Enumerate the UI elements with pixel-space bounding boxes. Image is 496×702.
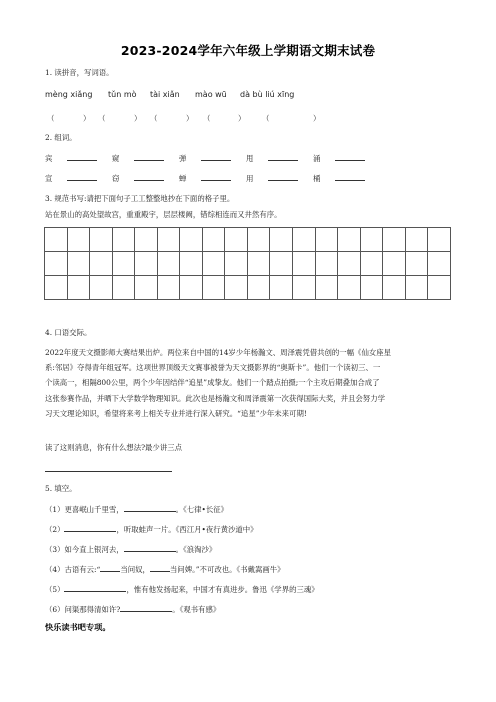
page-title: 2023-2024学年六年级上学期语文期末试卷 <box>120 43 376 58</box>
blank[interactable] <box>64 583 126 592</box>
word-row-1 <box>45 152 365 164</box>
answer-line[interactable] <box>45 471 172 472</box>
char-9: 用 <box>246 174 254 183</box>
q4-prompt: 读了这则消息，你有什么想法?最少讲三点 <box>45 443 182 452</box>
char-3: 弹 <box>179 154 187 163</box>
blank[interactable] <box>67 172 97 181</box>
pinyin-2: tǔn mò <box>108 90 137 99</box>
blank[interactable] <box>150 563 170 572</box>
copy-sentence: 站在景山的高处望故宫，重重殿宇，层层楼阙，错综相连而又井然有序。 <box>45 210 282 219</box>
char-6: 宣 <box>45 174 53 183</box>
word-row-2 <box>45 172 365 184</box>
blank[interactable] <box>64 523 116 532</box>
answer-bracket-close: ） <box>238 114 246 123</box>
news-line: 系:邻居》夺得青年组冠军。这项世界顶级天文赛事被誉为天文摄影界的“奥斯卡”。他们一个读初三、一 <box>45 363 381 373</box>
answer-bracket-close: ） <box>313 114 321 123</box>
news-line: 个读高一，相隔800公里，两个少年因结伴“追星”成挚友。他们一个踏点拍摄;一个主攻后期叠加合成了 <box>45 378 380 388</box>
blank[interactable] <box>134 172 164 181</box>
blank[interactable] <box>335 172 365 181</box>
answer-bracket-open: （ <box>150 114 158 123</box>
blank[interactable] <box>134 152 164 161</box>
answer-bracket-close: ） <box>134 114 142 123</box>
answer-bracket-open: （ <box>262 114 270 123</box>
char-1: 宾 <box>45 154 53 163</box>
char-4: 甩 <box>246 154 254 163</box>
q2-heading: 2. 组词。 <box>45 133 77 142</box>
q4-heading: 4. 口语交际。 <box>45 328 92 337</box>
news-line: 这张参赛作品，并晒下大学数学物理知识。此次也是杨瀚文和周泽震第一次获得国际大奖，并且会努力学 <box>45 393 385 403</box>
fill-item-5: （5） ，惟有他发扬起来，中国才有真进步。鲁迅《学界的三魂》 <box>45 585 319 594</box>
pinyin-3: tài xiǎn <box>150 90 180 99</box>
blank[interactable] <box>124 503 176 512</box>
answer-bracket-open: （ <box>47 114 55 123</box>
blank[interactable] <box>100 563 120 572</box>
answer-bracket-close: ） <box>83 114 91 123</box>
blank[interactable] <box>335 152 365 161</box>
answer-bracket-open: （ <box>203 114 211 123</box>
char-10: 桶 <box>313 174 321 183</box>
blank[interactable] <box>201 172 231 181</box>
q5-heading: 5. 填空。 <box>45 484 77 493</box>
q1-heading: 1. 读拼音，写词语。 <box>45 68 114 77</box>
writing-grid <box>44 227 451 300</box>
q3-heading: 3. 规范书写:请把下面句子工工整整地抄在下面的格子里。 <box>45 194 235 203</box>
answer-bracket-close: ） <box>186 114 194 123</box>
fill-item-4: （4）古语有云:“ 当问奴， 当问婢。”不可改也。《书戴嵩画牛》 <box>45 565 285 574</box>
char-7: 窃 <box>112 174 120 183</box>
blank[interactable] <box>268 172 298 181</box>
news-line: 2022年度天文摄影师大赛结果出炉。两位来自中国的14岁少年杨瀚文、周泽震凭借共创的一幅《仙女座星 <box>45 348 392 357</box>
fill-item-3: （3）如今直上银河去， 。《浪淘沙》 <box>45 545 217 554</box>
char-5: 涌 <box>313 154 321 163</box>
blank[interactable] <box>67 152 97 161</box>
blank[interactable] <box>124 543 176 552</box>
char-8: 蝉 <box>179 174 187 183</box>
blank[interactable] <box>120 603 172 612</box>
fill-item-2: （2） ，听取蛙声一片。《西江月•夜行黄沙道中》 <box>45 525 258 534</box>
pinyin-1: mèng xiǎng <box>45 90 93 99</box>
blank[interactable] <box>268 152 298 161</box>
answer-bracket-open: （ <box>98 114 106 123</box>
blank[interactable] <box>201 152 231 161</box>
fill-item-6: （6）问渠那得清如许? 。《观书有感》 <box>45 605 221 614</box>
section-heading: 快乐读书吧专项。 <box>45 622 111 632</box>
char-2: 窥 <box>112 154 120 163</box>
pinyin-4: mào wū <box>195 90 227 99</box>
pinyin-5: dà bù liú xīng <box>240 90 295 99</box>
news-line: 习天文理论知识，希望将来考上相关专业并进行深入研究。“追星”少年未来可期! <box>45 408 307 418</box>
news-paragraph <box>45 345 455 421</box>
fill-item-1: （1）更喜岷山千里雪， 。《七律•长征》 <box>45 505 229 514</box>
